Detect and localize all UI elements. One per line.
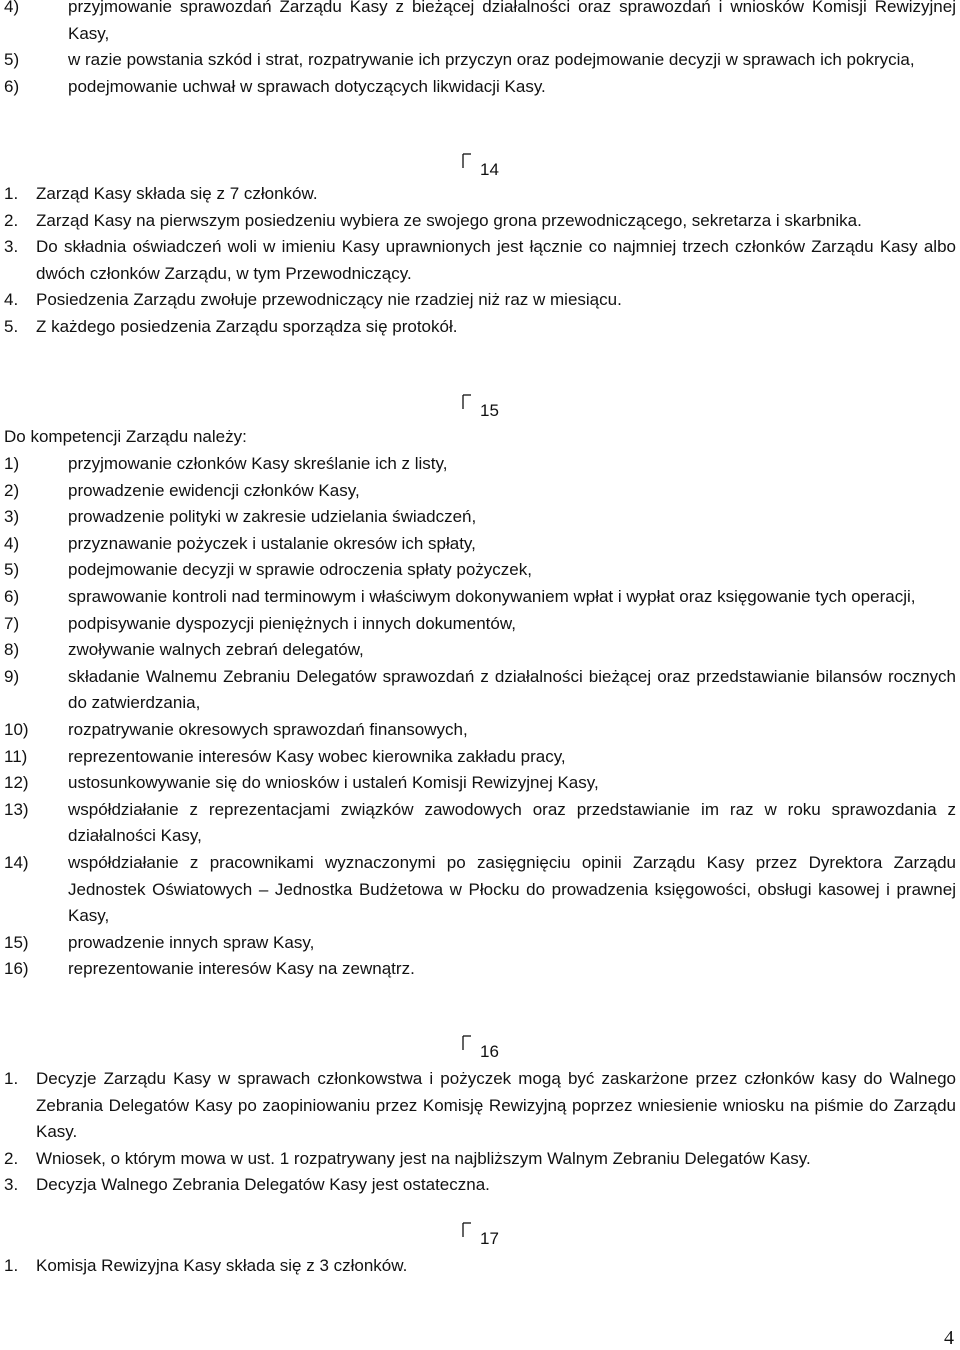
item-text: podpisywanie dyspozycji pieniężnych i innych dokumentów, bbox=[68, 613, 516, 633]
list-item bbox=[4, 717, 956, 744]
item-number: 3. bbox=[4, 1175, 19, 1195]
item-number: 16) bbox=[4, 959, 29, 979]
list-item bbox=[4, 956, 956, 983]
item-text: reprezentowanie interesów Kasy na zewnątrz. bbox=[68, 959, 415, 979]
section-heading-16 bbox=[462, 1039, 499, 1065]
item-text: prowadzenie innych spraw Kasy, bbox=[68, 932, 315, 952]
item-text: Zarząd Kasy na pierwszym posiedzeniu wybiera ze swojego grona przewodniczącego, sekretarza i skarbnika. bbox=[36, 210, 862, 230]
list-item bbox=[4, 181, 956, 208]
item-text: rozpatrywanie okresowych sprawozdań finansowych, bbox=[68, 719, 468, 739]
item-number: 4) bbox=[4, 0, 20, 16]
item-text: Posiedzenia Zarządu zwołuje przewodniczący nie rzadziej niż raz w miesiącu. bbox=[36, 290, 622, 310]
list-item bbox=[4, 664, 956, 717]
item-number: 15) bbox=[4, 932, 29, 952]
item-text: Decyzja Walnego Zebrania Delegatów Kasy jest ostateczna. bbox=[36, 1175, 490, 1195]
item-text: podejmowanie decyzji w sprawie odroczenia spłaty pożyczek, bbox=[68, 560, 532, 580]
item-number: 6) bbox=[4, 76, 20, 96]
list-item bbox=[4, 504, 956, 531]
item-number: 4. bbox=[4, 290, 19, 310]
list-item bbox=[4, 478, 956, 505]
item-number: 5. bbox=[4, 316, 19, 336]
section-heading-17 bbox=[462, 1226, 499, 1252]
item-text: ustosunkowywanie się do wniosków i ustaleń Komisji Rewizyjnej Kasy, bbox=[68, 773, 599, 793]
item-number: 2) bbox=[4, 480, 20, 500]
section-15-list bbox=[4, 451, 956, 983]
section-17-list bbox=[4, 1253, 956, 1280]
section-number: 16 bbox=[480, 1042, 499, 1061]
list-item bbox=[4, 1253, 956, 1280]
list-item bbox=[4, 234, 956, 287]
item-number: 7) bbox=[4, 613, 20, 633]
item-text: prowadzenie ewidencji członków Kasy, bbox=[68, 480, 360, 500]
item-number: 1) bbox=[4, 454, 20, 473]
item-number: 6) bbox=[4, 586, 20, 606]
list-item bbox=[4, 557, 956, 584]
list-item bbox=[4, 930, 956, 957]
section-sign-icon bbox=[462, 394, 472, 410]
list-item bbox=[4, 1066, 956, 1146]
list-item bbox=[4, 451, 956, 478]
list-item bbox=[4, 314, 956, 341]
top-list bbox=[4, 0, 956, 100]
item-text: Decyzje Zarządu Kasy w sprawach członkowstwa i pożyczek mogą być zaskarżone przez członków kasy do Walnego Zebrania Delegatów Kasy po zaopiniowaniu przez Komisję Rewizyjną poprzez wniesienie wniosku na piśmie do Zarządu Kasy. bbox=[36, 1069, 956, 1142]
section-number: 14 bbox=[480, 160, 499, 179]
item-text: Z każdego posiedzenia Zarządu sporządza się protokół. bbox=[36, 316, 458, 336]
item-number: 2. bbox=[4, 1148, 19, 1168]
item-number: 1. bbox=[4, 1256, 19, 1275]
list-item bbox=[4, 47, 956, 74]
list-item bbox=[4, 637, 956, 664]
section-sign-icon bbox=[462, 153, 472, 169]
list-item bbox=[4, 584, 956, 611]
list-item bbox=[4, 0, 956, 47]
item-text: podejmowanie uchwał w sprawach dotyczących likwidacji Kasy. bbox=[68, 76, 546, 96]
item-number: 4) bbox=[4, 533, 20, 553]
list-item bbox=[4, 74, 956, 101]
item-text: Do składnia oświadczeń woli w imieniu Kasy uprawnionych jest łącznie co najmniej trzech członków Zarządu Kasy albo dwóch członków Zarządu, w tym Przewodniczący. bbox=[36, 237, 956, 283]
section-heading-14 bbox=[462, 157, 499, 183]
page-number: 4 bbox=[944, 1327, 954, 1349]
item-number: 10) bbox=[4, 719, 29, 739]
section-sign-icon bbox=[462, 1035, 472, 1051]
item-number: 5) bbox=[4, 50, 20, 70]
item-text: przyjmowanie członków Kasy skreślanie ich z listy, bbox=[68, 454, 448, 473]
item-text: przyjmowanie sprawozdań Zarządu Kasy z bieżącej działalności oraz sprawozdań i wniosków Komisji Rewizyjnej Kasy, bbox=[68, 0, 956, 43]
section-heading-15 bbox=[462, 398, 499, 424]
item-number: 5) bbox=[4, 560, 20, 580]
list-item bbox=[4, 611, 956, 638]
item-number: 11) bbox=[4, 746, 28, 766]
item-number: 8) bbox=[4, 640, 20, 660]
section-16-list bbox=[4, 1066, 956, 1199]
item-text: reprezentowanie interesów Kasy wobec kierownika zakładu pracy, bbox=[68, 746, 566, 766]
section-14-list bbox=[4, 181, 956, 341]
list-item bbox=[4, 797, 956, 850]
item-number: 2. bbox=[4, 210, 19, 230]
list-item bbox=[4, 1172, 956, 1199]
list-item bbox=[4, 531, 956, 558]
section-sign-icon bbox=[462, 1222, 472, 1238]
item-text: prowadzenie polityki w zakresie udzielania świadczeń, bbox=[68, 507, 477, 527]
item-text: zwoływanie walnych zebrań delegatów, bbox=[68, 640, 364, 660]
item-number: 14) bbox=[4, 852, 29, 872]
section-number: 15 bbox=[480, 401, 499, 420]
item-number: 1. bbox=[4, 184, 19, 203]
item-number: 12) bbox=[4, 773, 29, 793]
list-item bbox=[4, 770, 956, 797]
item-text: Komisja Rewizyjna Kasy składa się z 3 członków. bbox=[36, 1256, 408, 1275]
item-text: Zarząd Kasy składa się z 7 członków. bbox=[36, 184, 318, 203]
item-number: 9) bbox=[4, 666, 20, 686]
list-item bbox=[4, 850, 956, 930]
list-item bbox=[4, 287, 956, 314]
list-item bbox=[4, 744, 956, 771]
item-number: 1. bbox=[4, 1069, 19, 1088]
item-number: 13) bbox=[4, 799, 29, 819]
item-text: współdziałanie z reprezentacjami związków zawodowych oraz przedstawianie im raz w roku sprawozdania z działalności Kasy, bbox=[68, 799, 956, 846]
section-15-intro: Do kompetencji Zarządu należy: bbox=[4, 427, 247, 446]
item-text: Wniosek, o którym mowa w ust. 1 rozpatrywany jest na najbliższym Walnym Zebraniu Delegatów Kasy. bbox=[36, 1148, 811, 1168]
item-number: 3. bbox=[4, 237, 19, 257]
item-number: 3) bbox=[4, 507, 20, 527]
list-item bbox=[4, 1146, 956, 1173]
list-item bbox=[4, 208, 956, 235]
section-number: 17 bbox=[480, 1229, 499, 1248]
item-text: sprawowanie kontroli nad terminowym i właściwym dokonywaniem wpłat i wypłat oraz księgowanie tych operacji, bbox=[68, 586, 916, 606]
item-text: współdziałanie z pracownikami wyznaczonymi po zasięgnięciu opinii Zarządu Kasy przez Dyrektora Zarządu Jednostek Oświatowych – Jednostka Budżetowa w Płocku do prowadzenia księgowości, obsługi kasowej i prawnej Kasy, bbox=[68, 852, 956, 926]
item-text: przyznawanie pożyczek i ustalanie okresów ich spłaty, bbox=[68, 533, 476, 553]
item-text: składanie Walnemu Zebraniu Delegatów sprawozdań z działalności bieżącej oraz przedstawianie bilansów rocznych do zatwierdzania, bbox=[68, 666, 956, 713]
item-text: w razie powstania szkód i strat, rozpatrywanie ich przyczyn oraz podejmowanie decyzji w sprawach ich pokrycia, bbox=[68, 50, 915, 70]
